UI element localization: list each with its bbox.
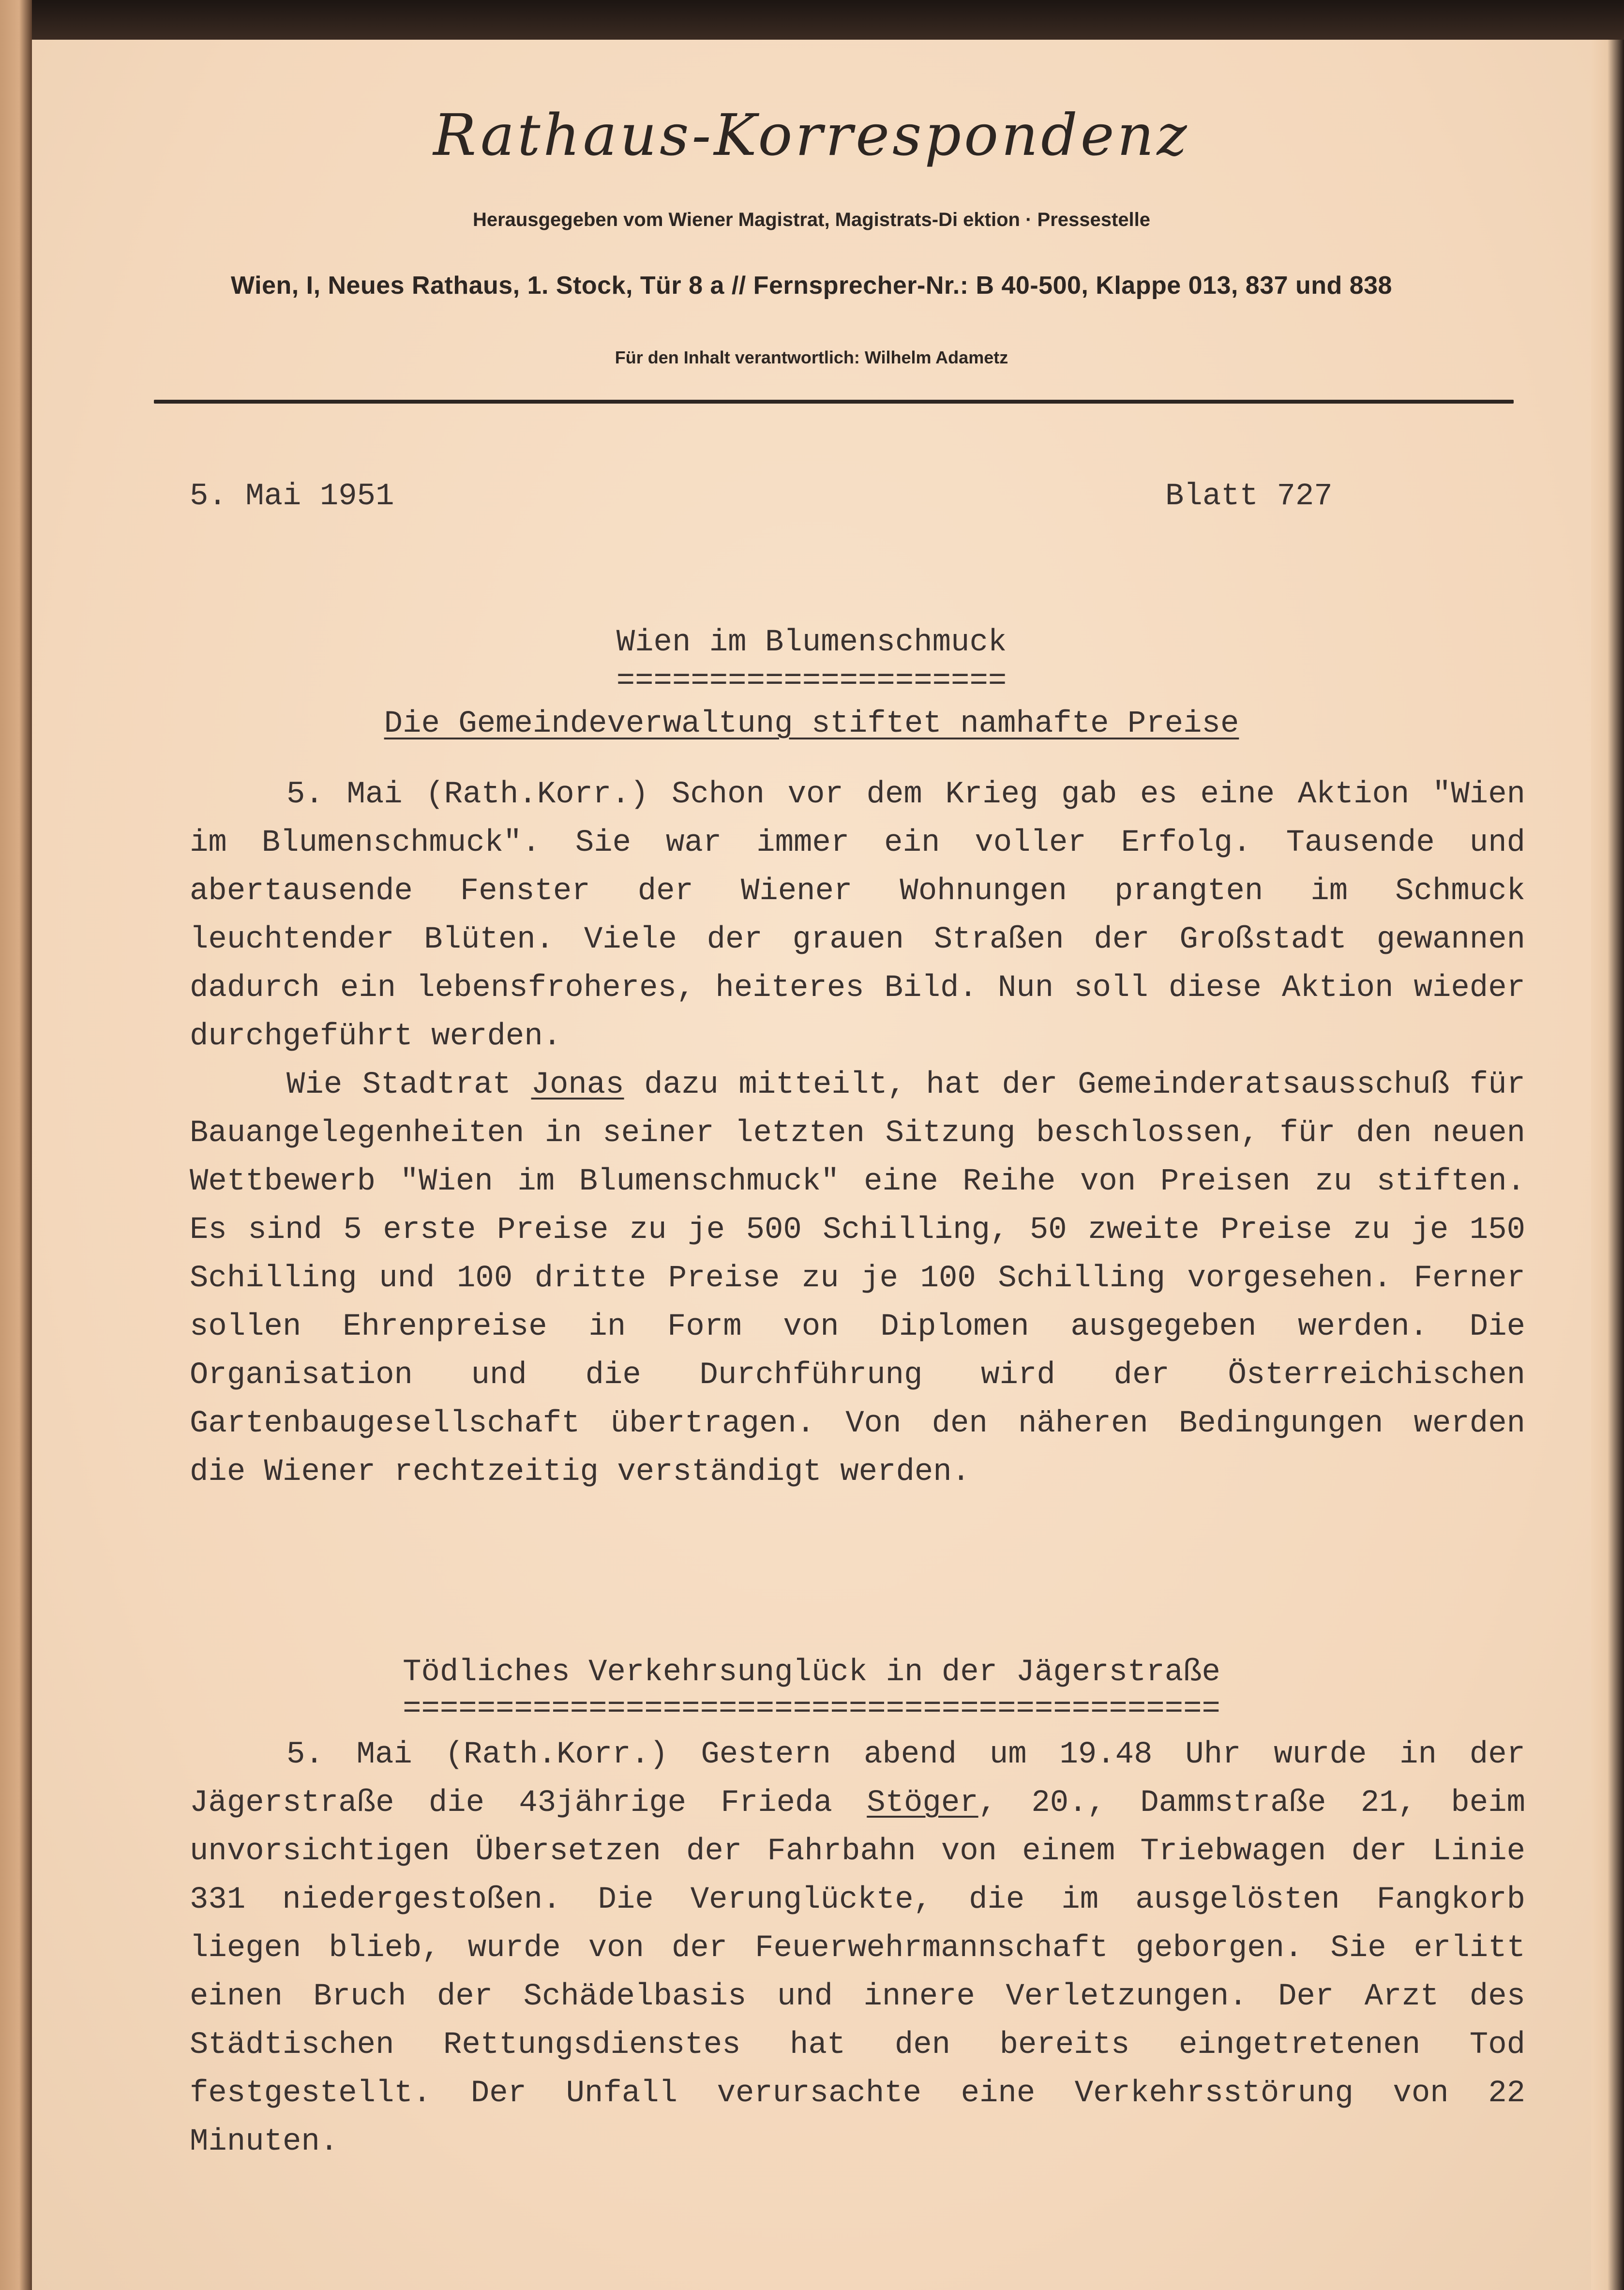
scan-left-edge [0, 0, 32, 2290]
date-line: 5. Mai 1951 [190, 479, 394, 514]
article1-p2-name: Jonas [531, 1068, 624, 1102]
article2-p1-text-after: , 20., Dammstraße 21, beim unvorsichtigen Übersetzen der Fahrbahn von einem Triebwagen der Linie 331 niedergestoßen. Die Verunglückte, die im ausgelösten Fangkorb liegen blieb, wurde von der Feuerwehrmannschaft geborgen. Sie erlitt einen Bruch der Schädelbasis und innere Verletzungen. Der Arzt des Städtischen Rettungsdienstes hat den bereits eingetretenen Tod festgestellt. Der Unfall verursachte eine Verkehrsstörung von 22 Minuten. [190, 1786, 1525, 2159]
masthead-responsible: Für den Inhalt verantwortlich: Wilhelm Adametz [615, 347, 1008, 367]
article2-headline: Tödliches Verkehrsunglück in der Jägerstraße [403, 1655, 1220, 1690]
article1-subheadline [32, 707, 1591, 741]
article1-p1-text: 5. Mai (Rath.Korr.) Schon vor dem Krieg gab es eine Aktion "Wien im Blumenschmuck". Sie war immer ein voller Erfolg. Tausende und abertausende Fenster der Wiener Wohnungen prangten im Schmuck leuchtender Blüten. Viele der grauen Straßen der Großstadt gewannen dadurch ein lebensfroheres, heiteres Bild. Nun soll diese Aktion wieder durchgeführt werden. [190, 777, 1525, 1054]
scan-right-edge [1591, 40, 1624, 2290]
article1-p2-text-after: dazu mitteilt, hat der Gemeinderatsausschuß für Bauangelegenheiten in seiner letzten Sitzung beschlossen, für den neuen Wettbewerb "Wien im Blumenschmuck" eine Reihe von Preisen zu stiften. Es sind 5 erste Preise zu je 500 Schilling, 50 zweite Preise zu je 150 Schilling und 100 dritte Preise zu je 100 Schilling vorgesehen. Ferner sollen Ehrenpreise in Form von Diplomen ausgegeben werden. Die Organisation und die Durchführung wird der Österreichischen Gartenbaugesellschaft übertragen. Von den näheren Bedingungen werden die Wiener rechtzeitig verständigt werden. [190, 1068, 1525, 1490]
article2-p1-name: Stöger [867, 1786, 978, 1821]
masthead-publisher: Herausgegeben vom Wiener Magistrat, Magistrats-Di ektion · Pressestelle [472, 209, 1151, 230]
scan-top-edge [32, 0, 1624, 40]
article1-subheadline-text: Die Gemeindeverwaltung stiftet namhafte Preise [384, 707, 1239, 741]
article2-headline-rule: ============================================ [403, 1692, 1220, 1727]
article2-p1-text-before: 5. Mai (Rath.Korr.) Gestern abend um 19.48 Uhr wurde in der Jägerstraße die 43jährige Frieda [190, 1737, 1525, 1821]
masthead-title: Rathaus-Korrespondenz [433, 102, 1190, 168]
article1-headline-rule: ===================== [616, 664, 1007, 699]
article1-headline: Wien im Blumenschmuck [616, 625, 1007, 660]
article2-paragraph-1 [190, 1731, 1525, 2166]
masthead-address: Wien, I, Neues Rathaus, 1. Stock, Tür 8 a // Fernsprecher-Nr.: B 40-500, Klappe 013, 837 und 838 [231, 271, 1392, 300]
article1-paragraph-2 [190, 1061, 1525, 1496]
masthead-rule [154, 400, 1514, 404]
article1-p2-text-before: Wie Stadtrat [286, 1068, 531, 1102]
article1-paragraph-1 [190, 770, 1525, 1061]
sheet-number: Blatt 727 [1165, 479, 1333, 514]
